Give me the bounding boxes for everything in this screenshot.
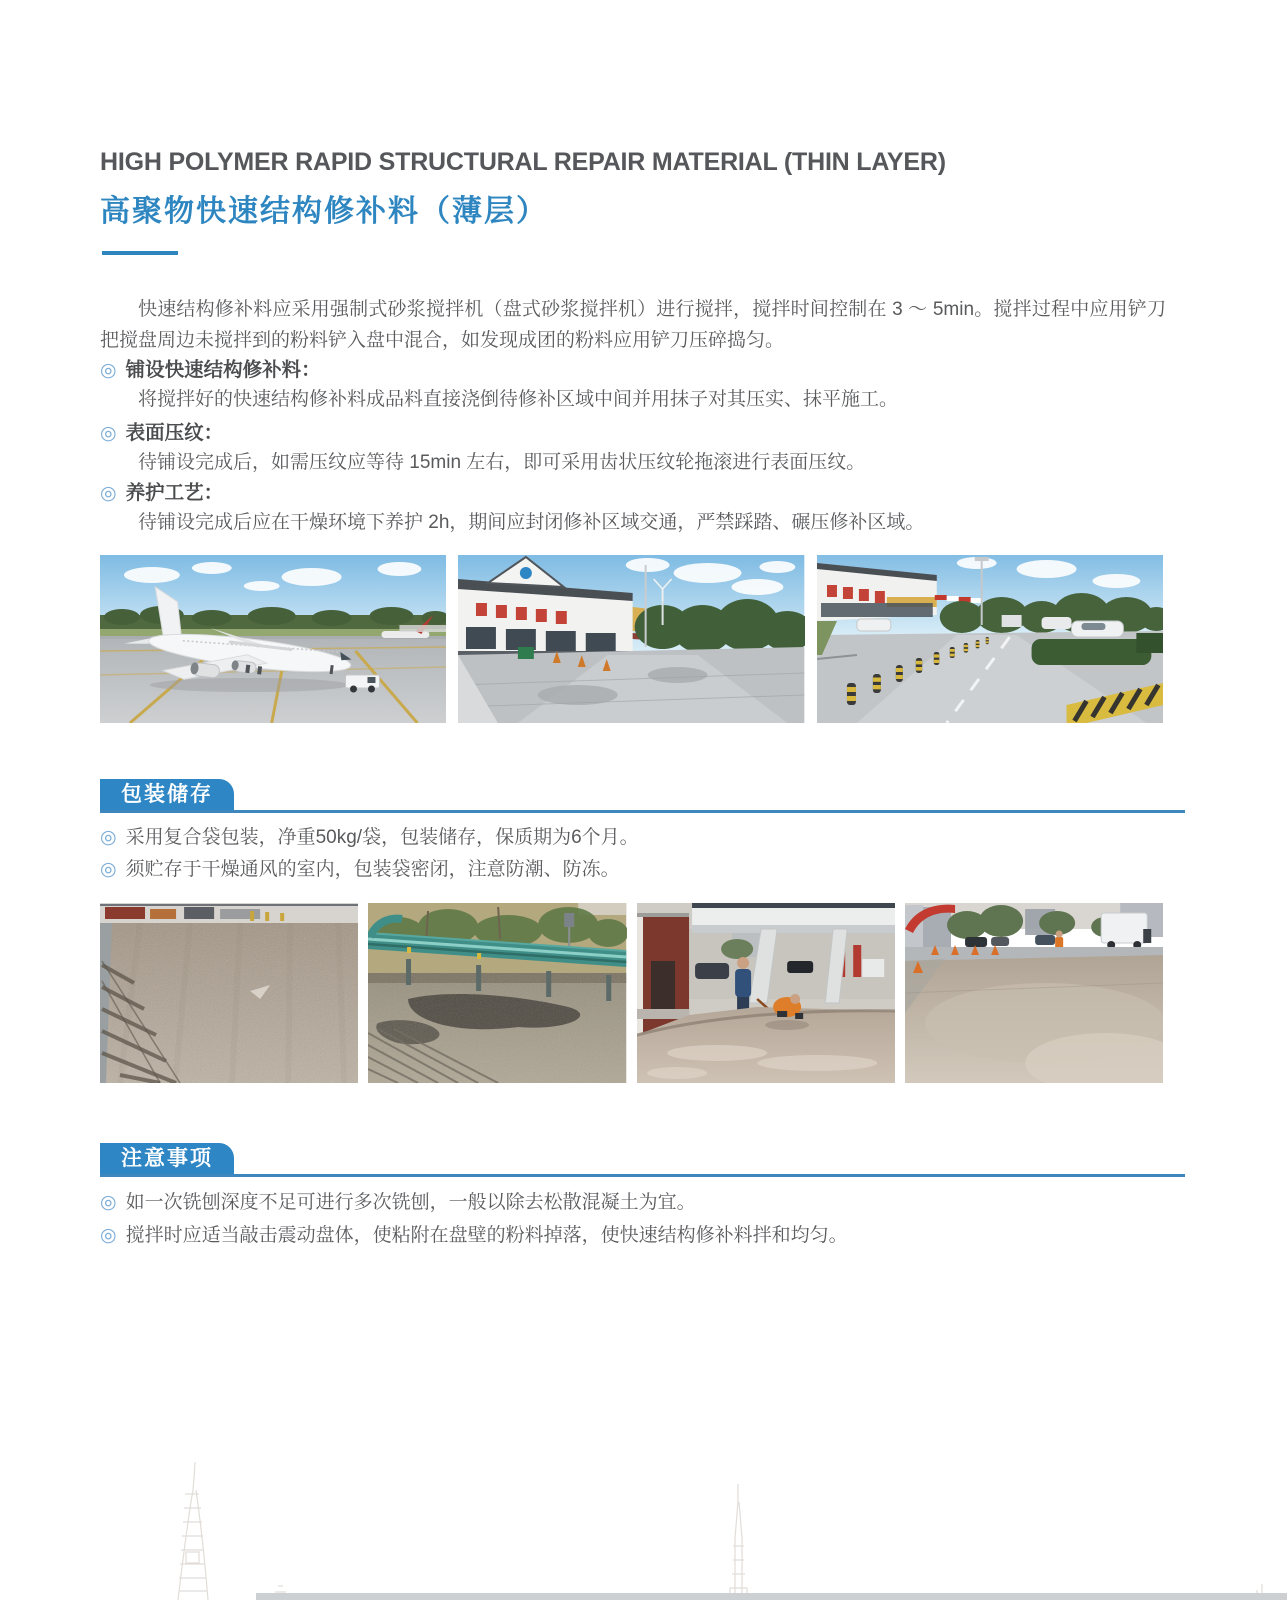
photo-finished-surface-illustration [905,903,1163,1083]
process-heading-1 [100,358,1166,383]
photo-service-area-building-illustration [458,555,804,723]
process-detail-3: 待铺设完成后应在干燥环境下养护 2h，期间应封闭修补区域交通，严禁踩踏、碾压修补区域。 [138,512,925,533]
ring-bullet-icon: ◎ [100,1225,117,1246]
skyline-watermark [0,1460,1287,1600]
packaging-bullet-2 [100,858,1166,882]
ring-bullet-icon: ◎ [100,859,117,880]
photo-guardrail-patch-illustration [368,903,626,1083]
photo-airplane-apron-illustration [100,555,446,723]
ring-bullet-icon: ◎ [100,483,117,504]
bullet-text: 须贮存于干燥通风的室内，包装袋密闭，注意防潮、防冻。 [125,859,620,880]
photo-finished-surface [905,903,1163,1083]
process-heading-text: 表面压纹： [125,422,224,444]
process-detail-2: 待铺设完成后，如需压纹应等待 15min 左右，即可采用齿状压纹轮拖滚进行表面压纹。 [138,452,866,473]
precautions-bullet-1 [100,1191,1166,1215]
photo-milled-pavement [100,903,358,1083]
section-rule [100,1174,1185,1177]
process-heading-text: 铺设快速结构修补料： [125,359,321,381]
page-title-zh: 高聚物快速结构修补料（薄层） [100,195,548,228]
ring-bullet-icon: ◎ [100,1192,117,1213]
photo-service-area-building [458,555,804,723]
photo-road-with-bollards [817,555,1163,723]
process-heading-3 [100,481,1166,506]
photo-workers-applying-material [637,903,895,1083]
footer-rule [256,1593,1287,1600]
photo-workers-applying-material-illustration [637,903,895,1083]
bullet-text: 搅拌时应适当敲击震动盘体，使粘附在盘壁的粉料掉落，使快速结构修补料拌和均匀。 [125,1225,848,1246]
ring-bullet-icon: ◎ [100,423,117,444]
photo-row-2 [100,903,1163,1083]
process-heading-2 [100,421,1166,446]
section-tab-precautions: 注意事项 [100,1143,234,1175]
photo-guardrail-patch [368,903,626,1083]
photo-row-1 [100,555,1163,723]
section-tab-packaging: 包装储存 [100,779,234,811]
title-underline [102,251,178,255]
precautions-bullet-2 [100,1224,1166,1248]
process-heading-text: 养护工艺： [125,482,224,504]
page-title-en: HIGH POLYMER RAPID STRUCTURAL REPAIR MATERIAL (THIN LAYER) [100,148,946,176]
photo-airplane-apron [100,555,446,723]
section-rule [100,810,1185,813]
bullet-text: 采用复合袋包装，净重50kg/袋，包装储存，保质期为6个月。 [125,827,639,848]
process-detail-1: 将搅拌好的快速结构修补料成品料直接浇倒待修补区域中间并用抹子对其压实、抹平施工。 [138,389,899,410]
intro-paragraph: 快速结构修补料应采用强制式砂浆搅拌机（盘式砂浆搅拌机）进行搅拌，搅拌时间控制在 3 ～ 5min。搅拌过程中应用铲刀把搅盘周边未搅拌到的粉料铲入盘中混合，如发现成团的粉料应用铲刀压碎捣匀。 [100,299,1166,351]
bullet-text: 如一次铣刨深度不足可进行多次铣刨，一般以除去松散混凝土为宜。 [125,1192,696,1213]
packaging-bullet-1 [100,826,1166,850]
photo-road-with-bollards-illustration [817,555,1163,723]
ring-bullet-icon: ◎ [100,827,117,848]
photo-milled-pavement-illustration [100,903,358,1083]
ring-bullet-icon: ◎ [100,360,117,381]
